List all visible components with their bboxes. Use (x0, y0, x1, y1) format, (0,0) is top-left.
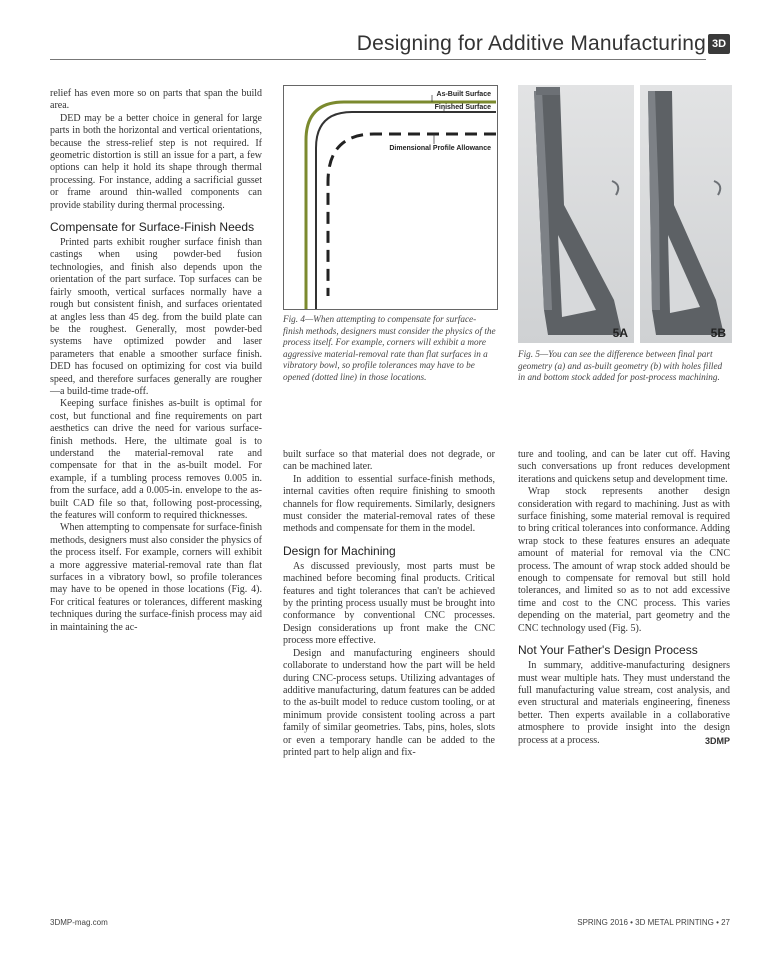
page-header (0, 32, 778, 60)
section-heading-design-process: Not Your Father's Design Process (518, 643, 698, 658)
column-right (518, 449, 730, 747)
paragraph: Design and manufacturing engineers should collaborate to understand how the part will be held during CNC-process setups. Utilizing advantages of additive manufacturing, datum features can be added to the as-built model to reduce custom tooling, or at minimum provide consistent tooling across a part family of similar geometries. Tabs, pins, holes, slots or even a temporary handle can be added to the printed part to help align and fix- (283, 647, 495, 758)
column-left (50, 88, 262, 634)
figure-4-diagram (283, 85, 498, 310)
figure-5b-label: 5B (710, 326, 726, 340)
section-heading-surface-finish: Compensate for Surface-Finish Needs (50, 220, 255, 235)
running-title: Designing for Additive Manufacturing (356, 32, 706, 55)
magazine-logo-icon: 3D (708, 34, 730, 54)
paragraph: built surface so that material does not degrade, or can be machined later. (283, 449, 495, 473)
header-rule (50, 59, 706, 60)
paragraph: Printed parts exhibit rougher surface finish than castings when using powder-bed fusion technologies, and finish also depends upon the orientation of the part surface. Top surfaces can be fairly smooth, vertical surfaces normally have a rough but consistent finish, and surfaces orientated at angles less than 45 deg. from the build plate can be the roughest. Generally, most powder-bed systems have optimized powder and laser parameters that enable a smoother surface finish. DED has focused on optimizing for cost via build speed, and therefore surfaces generally are rougher—a build-time trade-off. (50, 237, 262, 397)
end-mark-icon: 3DMP (704, 735, 730, 746)
paragraph (518, 660, 730, 747)
figure-5a-photo (518, 85, 634, 343)
paragraph: relief has even more so on parts that span the build area. (50, 88, 262, 112)
bracket-part-image (640, 85, 732, 343)
paragraph: In addition to essential surface-finish methods, internal cavities often require finishing to smooth channels for flow requirements. Similarly, designers must consider the material-removal rates of these methods and compensate for them in the model. (283, 473, 495, 535)
paragraph-text: In summary, additive-manufacturing designers must wear multiple hats. They must understand the full manufacturing value stream, cost analysis, and even structural and materials engineering, fineness better. Then experts available in a collaborative atmosphere to provide insight into the design process at a process. (518, 660, 730, 746)
paragraph: As discussed previously, most parts must be machined before becoming final products. Critical features and tight tolerances that can't be achieved by the printing process usually must be brought into conformance by conventional CNC processes. Design considerations up front make the CNC process more effective. (283, 560, 495, 647)
bracket-part-image (518, 85, 634, 343)
paragraph: DED may be a better choice in general for large parts in both the horizontal and vertical orientations, because the stress-relief step is not required. If geometric distortion is still an issue for a part, a few options can help it hold its shape through thermal processing. For instance, adding a sacrificial gusset or frame around thin-walled components can provide stability during thermal processing. (50, 112, 262, 211)
paragraph: Keeping surface finishes as-built is optimal for cost, but functional and fine requirements on part aesthetics can drive the need for various surface-finish methods. Here, the ultimate goal is to understand the material-removal rate and compensate for that in the as-built model. For example, if a tumbling process removes 0.005 in. from the surface, add a 0.005-in. envelope to the as-built CAD file so that, following post-processing, the features will conform to required thicknesses. (50, 398, 262, 521)
legend-profile-allowance: Dimensional Profile Allowance (389, 145, 491, 152)
paragraph: When attempting to compensate for surface-finish methods, designers must also consider the physics of the process itself. For example, corners will exhibit a more aggressive material-removal rate than flat surfaces in a vibratory bowl, so profile tolerances may have to be opened in those locations (Fig. 4). For critical features or tolerances, different masking techniques during the surface-finish process may aid in maintaining the ac- (50, 522, 262, 633)
profile-allowance-line (328, 134, 496, 296)
column-middle (283, 449, 495, 759)
paragraph: ture and tooling, and can be later cut off. Having such conversations up front reduces development iterations and quickens setup and development time. (518, 449, 730, 485)
surface-profile-diagram (284, 86, 497, 309)
figure-5b-photo (640, 85, 732, 343)
footer-folio: SPRING 2016 • 3D METAL PRINTING • 27 (577, 918, 730, 927)
figure-5a-label: 5A (612, 326, 628, 340)
figure-4-caption: Fig. 4—When attempting to compensate for surface-finish methods, designers must consider the physics of the process itself. For example, corners will exhibit a more aggressive material-removal rate than flat surfaces in a vibratory bowl, so profile tolerances may have to be opened (dotted line) in those locations. (283, 314, 496, 382)
section-heading-machining: Design for Machining (283, 543, 396, 558)
footer-website: 3DMP-mag.com (50, 918, 108, 927)
paragraph: Wrap stock represents another design consideration with regard to machining. Just as with surface finishing, some material removal is required to bring critical tolerances into conformance. Adding wrap stock to these features ensures an adequate amount of material for removal via the CNC process. The amount of wrap stock added should be enough to compensate for removal but still hold tolerances, and limited so as to not add excessive time and cost to the CNC process. This varies depending on the material, part geometry and the CNC technology used (Fig. 5). (518, 486, 730, 634)
legend-finished: Finished Surface (434, 104, 491, 111)
figure-5-caption: Fig. 5—You can see the difference between final part geometry (a) and as-built geometry (b) with holes filled in and bottom stock added for post-process machining. (518, 349, 723, 382)
legend-as-built: As-Built Surface (436, 91, 491, 98)
